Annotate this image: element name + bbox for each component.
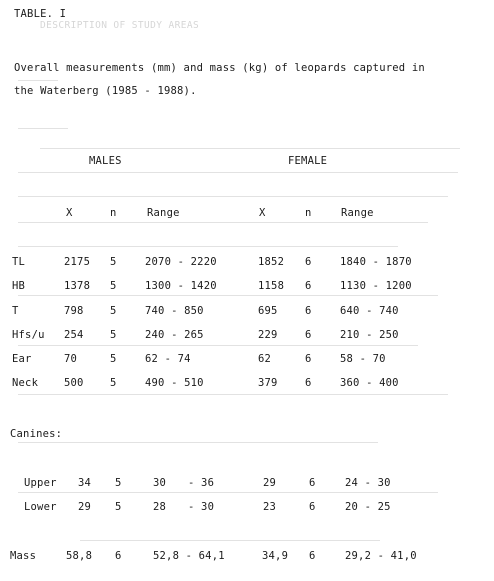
male-n: 5: [110, 305, 117, 317]
female-mean: 62: [258, 353, 272, 365]
female-range: 24 - 30: [345, 477, 391, 489]
female-range: 210 - 250: [340, 329, 399, 341]
show-through-line: [40, 148, 460, 149]
column-header-n: n: [110, 207, 117, 219]
female-mean: 34,9: [262, 550, 289, 562]
female-n: 6: [305, 280, 312, 292]
caption-line-2: the Waterberg (1985 - 1988).: [14, 85, 197, 97]
male-mean: 2175: [64, 256, 91, 268]
female-range: 1840 - 1870: [340, 256, 412, 268]
row-label: Upper: [24, 477, 57, 489]
male-range: 62 - 74: [145, 353, 191, 365]
female-range: 58 - 70: [340, 353, 386, 365]
male-mean: 58,8: [66, 550, 93, 562]
female-n: 6: [309, 477, 316, 489]
male-range-low: 28: [153, 501, 167, 513]
row-label: Neck: [12, 377, 39, 389]
female-heading: FEMALE: [288, 155, 328, 167]
male-range: 490 - 510: [145, 377, 204, 389]
show-through-line: [80, 540, 380, 541]
row-label: TL: [12, 256, 26, 268]
show-through-line: [18, 295, 438, 296]
female-n: 6: [305, 353, 312, 365]
column-header-range: Range: [341, 207, 374, 219]
show-through-line: [18, 128, 68, 129]
female-mean: 695: [258, 305, 278, 317]
show-through-line: [18, 345, 418, 346]
female-mean: 1158: [258, 280, 285, 292]
male-mean: 29: [78, 501, 92, 513]
show-through-line: [18, 442, 378, 443]
female-mean: 29: [263, 477, 277, 489]
males-heading: MALES: [89, 155, 122, 167]
male-n: 5: [110, 280, 117, 292]
show-through-line: [18, 394, 448, 395]
male-range-high: - 30: [188, 501, 215, 513]
column-header-mean: X: [259, 207, 266, 219]
female-range: 29,2 - 41,0: [345, 550, 417, 562]
male-range: 240 - 265: [145, 329, 204, 341]
male-range-high: - 36: [188, 477, 215, 489]
male-n: 5: [110, 329, 117, 341]
male-range: 1300 - 1420: [145, 280, 217, 292]
female-mean: 229: [258, 329, 278, 341]
female-range: 640 - 740: [340, 305, 399, 317]
male-n: 5: [115, 477, 122, 489]
show-through-line: [18, 492, 438, 493]
female-n: 6: [305, 377, 312, 389]
row-label: Ear: [12, 353, 32, 365]
male-range: 740 - 850: [145, 305, 204, 317]
male-range: 2070 - 2220: [145, 256, 217, 268]
row-label: T: [12, 305, 19, 317]
female-n: 6: [305, 329, 312, 341]
column-header-range: Range: [147, 207, 180, 219]
male-n: 5: [110, 377, 117, 389]
male-mean: 70: [64, 353, 78, 365]
male-n: 6: [115, 550, 122, 562]
female-mean: 23: [263, 501, 277, 513]
canines-heading: Canines:: [10, 428, 63, 440]
caption-line-1: Overall measurements (mm) and mass (kg) of leopards captured in: [14, 62, 425, 74]
show-through-line: [18, 246, 398, 247]
row-label: HB: [12, 280, 26, 292]
row-label: Mass: [10, 550, 37, 562]
table-caption: [14, 57, 425, 103]
male-n: 5: [110, 353, 117, 365]
female-n: 6: [305, 305, 312, 317]
male-mean: 254: [64, 329, 84, 341]
female-mean: 379: [258, 377, 278, 389]
row-label: Hfs/u: [12, 329, 45, 341]
male-range-low: 30: [153, 477, 167, 489]
column-header-mean: X: [66, 207, 73, 219]
female-n: 6: [309, 501, 316, 513]
female-n: 6: [309, 550, 316, 562]
male-mean: 798: [64, 305, 84, 317]
male-n: 5: [115, 501, 122, 513]
male-mean: 34: [78, 477, 92, 489]
show-through-line: [18, 196, 448, 197]
table-label: TABLE. I: [14, 8, 67, 20]
male-range: 52,8 - 64,1: [153, 550, 225, 562]
female-mean: 1852: [258, 256, 285, 268]
show-through-line: [18, 222, 428, 223]
male-mean: 500: [64, 377, 84, 389]
show-through-line: [18, 172, 458, 173]
show-through-heading: DESCRIPTION OF STUDY AREAS: [40, 20, 200, 31]
female-range: 20 - 25: [345, 501, 391, 513]
female-n: 6: [305, 256, 312, 268]
male-n: 5: [110, 256, 117, 268]
female-range: 1130 - 1200: [340, 280, 412, 292]
male-mean: 1378: [64, 280, 91, 292]
row-label: Lower: [24, 501, 57, 513]
column-header-n: n: [305, 207, 312, 219]
female-range: 360 - 400: [340, 377, 399, 389]
